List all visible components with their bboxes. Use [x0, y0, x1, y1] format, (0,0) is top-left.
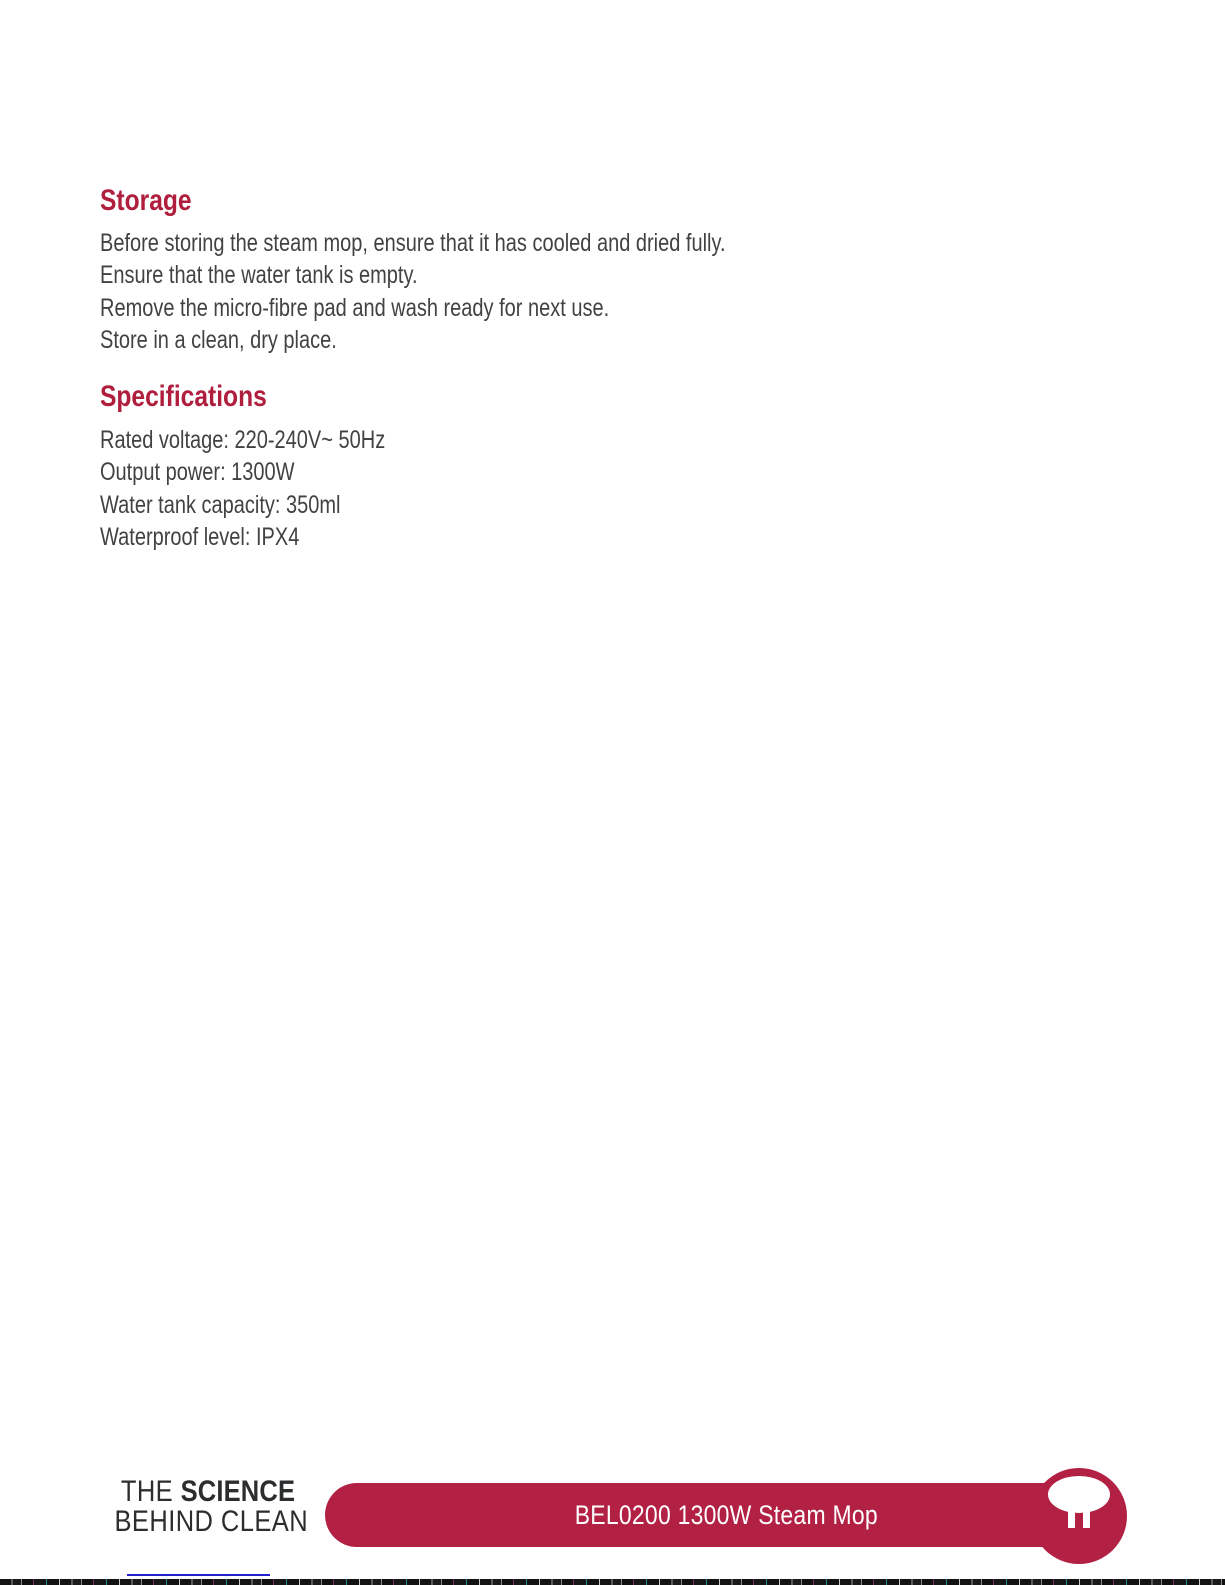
paragraph-line: Remove the micro-fibre pad and wash ready for next use. — [100, 293, 610, 322]
print-noise-strip — [0, 1579, 1225, 1585]
spec-line: Rated voltage: 220-240V~ 50Hz — [100, 426, 386, 454]
link-underline[interactable] — [127, 1574, 270, 1576]
paragraph-line: Before storing the steam mop, ensure that it has cooled and dried fully. — [100, 229, 726, 257]
plug-badge — [1031, 1468, 1127, 1564]
section-heading-specifications: Specifications — [100, 380, 267, 413]
model-banner-label-wrap — [325, 1483, 1127, 1547]
paragraph-line: Store in a clean, dry place. — [100, 326, 337, 355]
model-banner-label: BEL0200 1300W Steam Mop — [574, 1499, 878, 1530]
spec-line: Waterproof level: IPX4 — [100, 523, 300, 552]
logo-line-2: BEHIND CLEAN — [114, 1505, 309, 1538]
plug-pin-right — [1083, 1508, 1090, 1528]
plug-pin-left — [1068, 1508, 1075, 1528]
storage-paragraph — [100, 227, 726, 357]
plug-face — [1048, 1476, 1110, 1513]
specifications-list — [100, 424, 385, 554]
brand-logo — [114, 1475, 309, 1538]
logo-line-1: THE SCIENCE — [120, 1475, 296, 1508]
spec-line: Water tank capacity: 350ml — [100, 490, 341, 519]
section-heading-storage: Storage — [100, 184, 192, 217]
paragraph-line: Ensure that the water tank is empty. — [100, 261, 418, 290]
spec-line: Output power: 1300W — [100, 458, 295, 487]
